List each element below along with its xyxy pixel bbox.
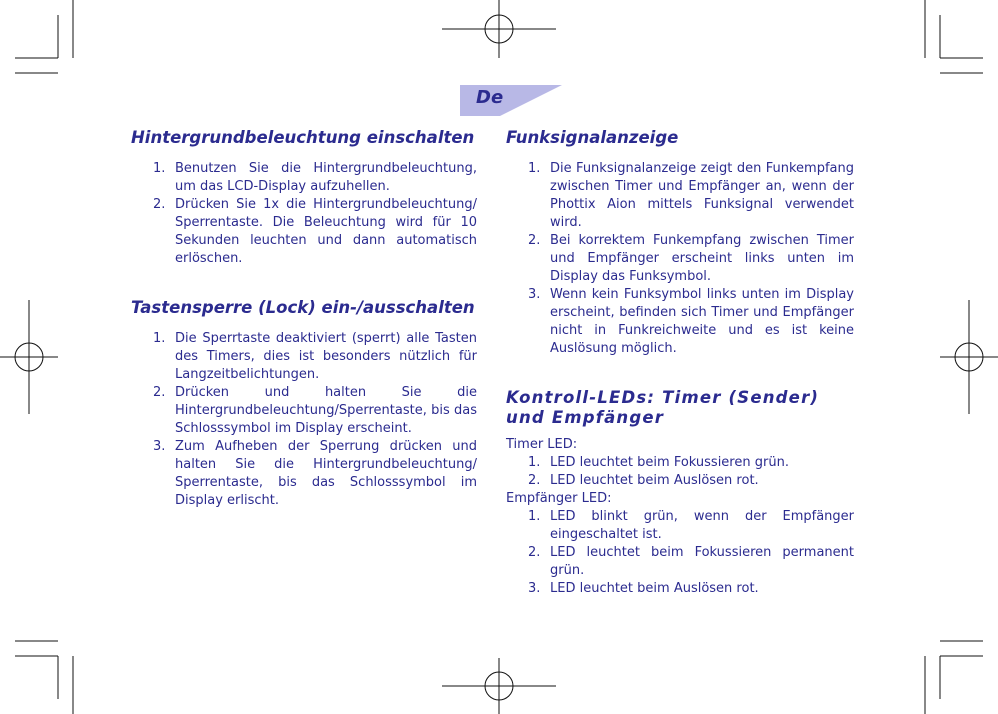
timer-led-list: [506, 454, 854, 490]
lock-list: [131, 330, 477, 510]
right-column: [506, 128, 854, 598]
list-item: 1. Die Funksignalanzeige zeigt den Funkempfang zwischen Timer und Empfänger an, wenn der Phottix Aion mittels Funksignal verwendet wird.: [528, 161, 854, 230]
backlight-list: [131, 160, 477, 268]
section-title-signal: Funksignalanzeige: [506, 128, 679, 147]
list-item: 3. LED leuchtet beim Auslösen rot.: [528, 581, 759, 596]
list-item: 1. Die Sperrtaste deaktiviert (sperrt) alle Tasten des Timers, dies ist besonders nützlich für Langzeitbelichtungen.: [153, 331, 477, 382]
list-item: 1. LED leuchtet beim Fokussieren grün.: [528, 455, 789, 470]
signal-list: [506, 160, 854, 358]
list-item: 2. LED leuchtet beim Fokussieren permanent grün.: [528, 545, 854, 578]
list-item: 2. LED leuchtet beim Auslösen rot.: [528, 473, 759, 488]
section-title-backlight: Hintergrundbeleuchtung einschalten: [131, 128, 475, 147]
list-item: 3. Zum Aufheben der Sperrung drücken und halten Sie die Hintergrundbeleuchtung/ Sperrentaste, bis das Schlosssymbol im Display erlischt.: [153, 439, 477, 508]
section-title-lock: Tastensperre (Lock) ein-/ausschalten: [131, 298, 475, 317]
language-tab-label: De: [476, 87, 504, 108]
section-title-leds: Kontroll-LEDs: Timer (Sender) und Empfänger: [506, 388, 820, 427]
list-item: 1. Benutzen Sie die Hintergrundbeleuchtung, um das LCD-Display aufzuhellen.: [153, 161, 477, 194]
list-item: 3. Wenn kein Funksymbol links unten im Display erscheint, befinden sich Timer und Empfänger nicht in Funkreichweite und es ist keine Auslösung möglich.: [528, 287, 854, 356]
list-item: 2. Drücken Sie 1x die Hintergrundbeleuchtung/ Sperrentaste. Die Beleuchtung wird für 10 Sekunden leuchten und dann automatisch erlöschen.: [153, 197, 477, 266]
receiver-led-list: [506, 508, 854, 598]
list-item: 1. LED blinkt grün, wenn der Empfänger eingeschaltet ist.: [528, 509, 854, 542]
timer-led-label: Timer LED:: [506, 437, 578, 452]
left-column: [131, 128, 477, 510]
list-item: 2. Drücken und halten Sie die Hintergrundbeleuchtung/Sperrentaste, bis das Schlosssymbol im Display erscheint.: [153, 385, 477, 436]
receiver-led-label: Empfänger LED:: [506, 491, 612, 506]
list-item: 2. Bei korrektem Funkempfang zwischen Timer und Empfänger erscheint links unten im Display das Funksymbol.: [528, 233, 854, 284]
